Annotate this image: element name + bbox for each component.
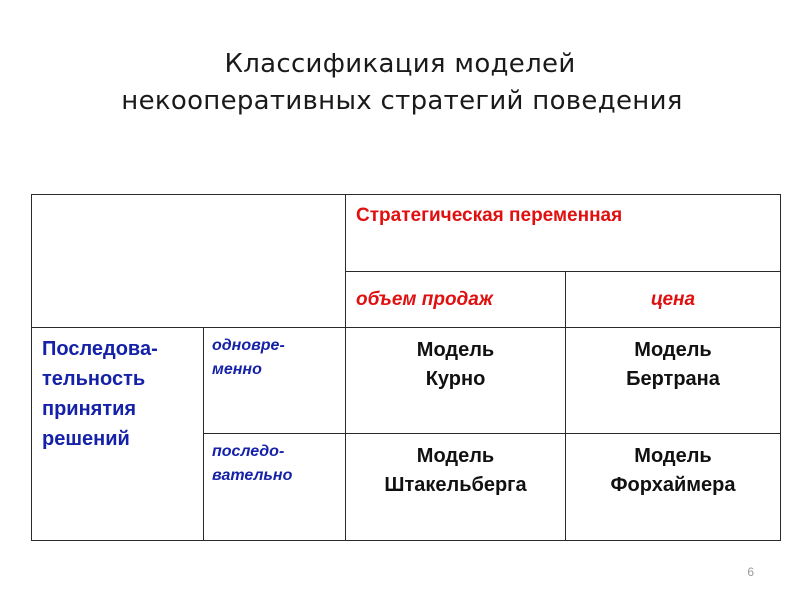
- cell-stackelberg-model: Модель Штакельберга: [346, 434, 566, 541]
- row-label-sequential: последо- вательно: [204, 434, 346, 541]
- row-label-simultaneous: одновре- менно: [204, 328, 346, 434]
- cell-forchheimer-model: Модель Форхаймера: [566, 434, 781, 541]
- column-header-sales-volume: объем продаж: [346, 272, 566, 328]
- table-row: [32, 328, 781, 434]
- cell-bertrand-model: Модель Бертрана: [566, 328, 781, 434]
- title-line-1: Классификация моделей: [224, 49, 576, 79]
- slide-number: 6: [747, 565, 754, 579]
- strategic-variable-header: Стратегическая переменная: [346, 195, 781, 272]
- table-row-header: [32, 195, 781, 272]
- cell-cournot-model: Модель Курно: [346, 328, 566, 434]
- column-header-price: цена: [566, 272, 781, 328]
- slide-title: [0, 46, 800, 120]
- classification-table: [31, 194, 781, 541]
- decision-sequence-label: Последова- тельность принятия решений: [32, 328, 204, 541]
- empty-corner-cell: [32, 195, 346, 328]
- title-line-2: некооперативных стратегий поведения: [121, 86, 683, 116]
